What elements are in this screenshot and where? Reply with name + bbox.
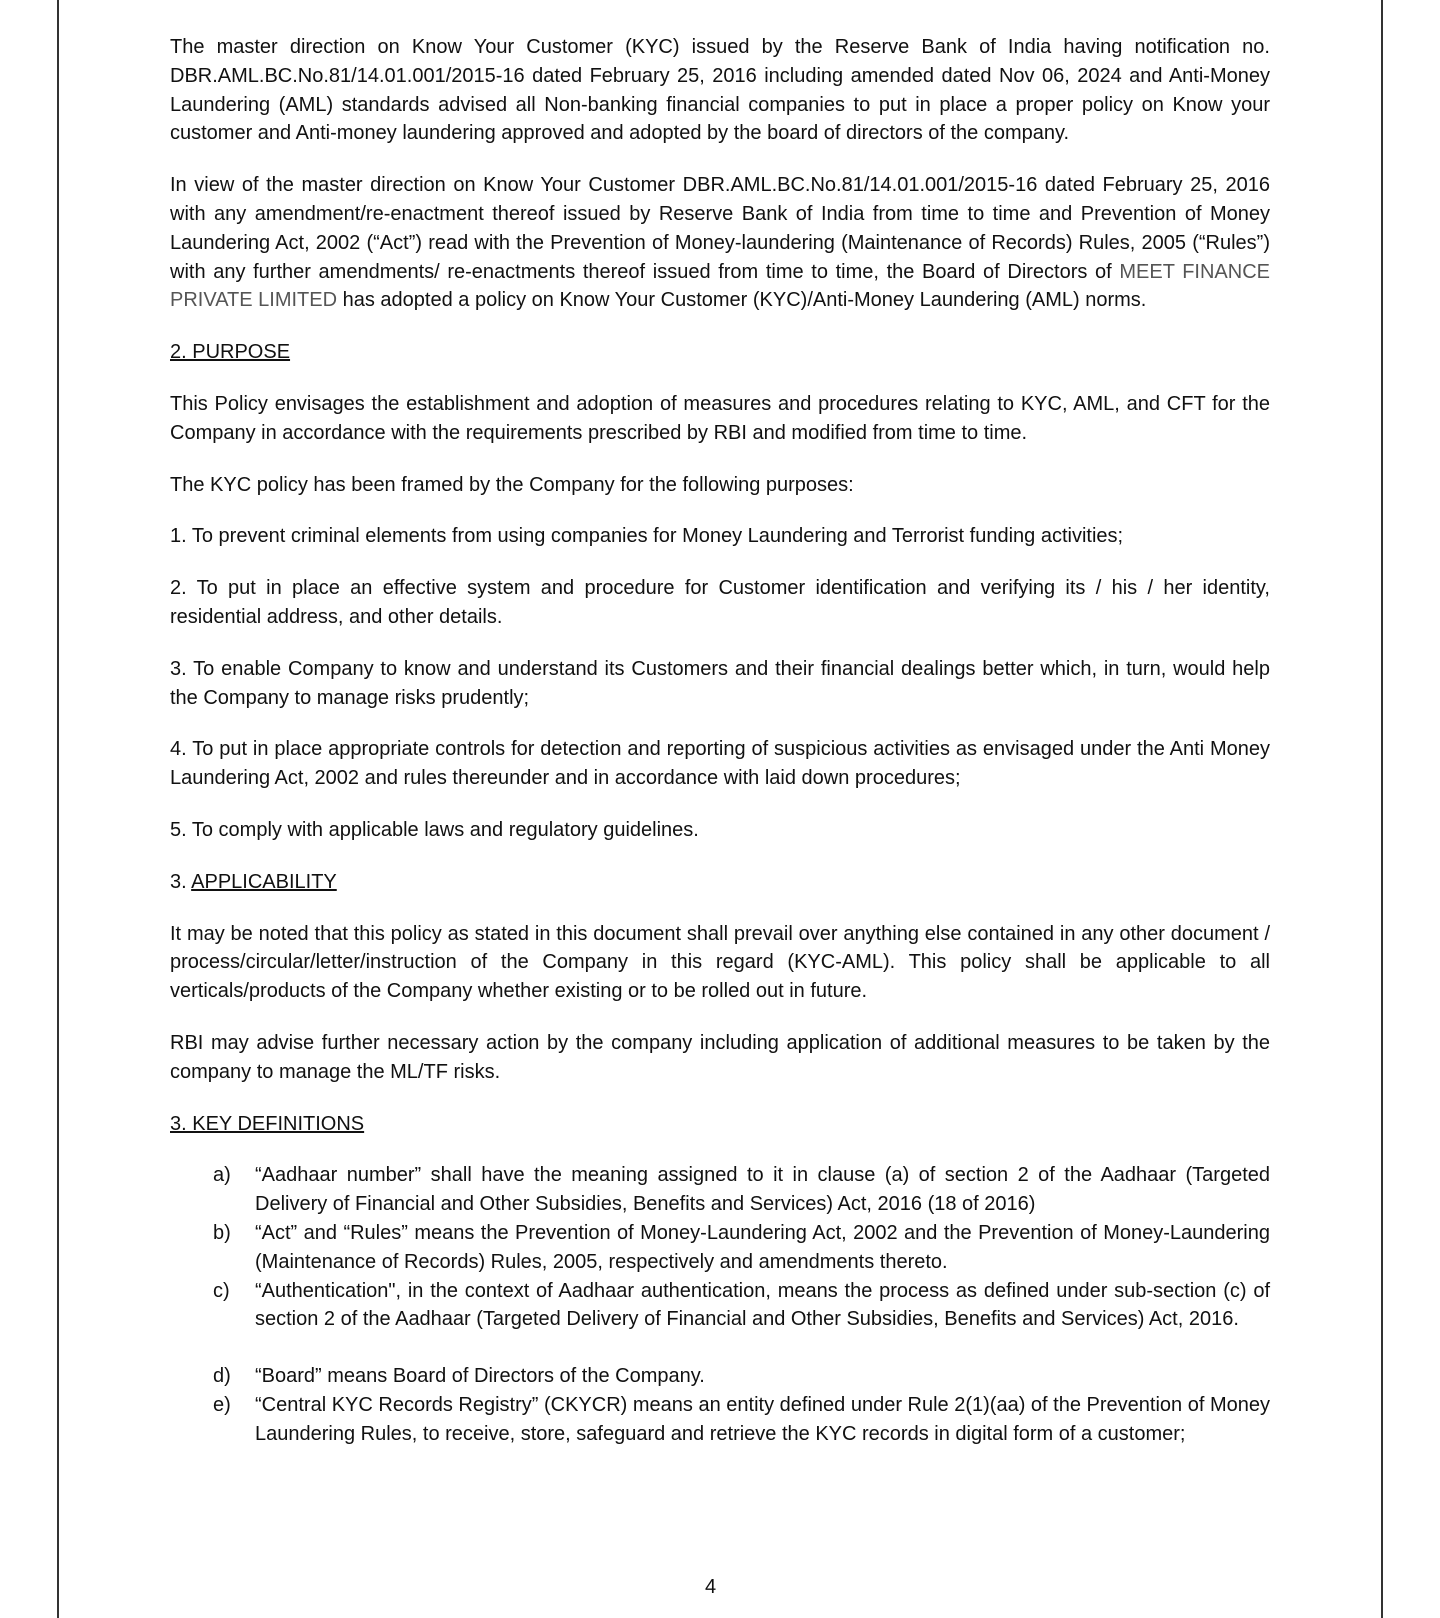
purpose-item-4: 4. To put in place appropriate controls for detection and reporting of suspicious activities as envisaged under the Anti Money Laundering Act, 2002 and rules thereunder and in accordance with laid down procedures; [170,738,1270,790]
purpose-item-1: 1. To prevent criminal elements from using companies for Money Laundering and Terrorist funding activities; [170,525,1124,548]
definition-text: “Board” means Board of Directors of the Company. [255,1365,705,1388]
definition-item [170,1161,1270,1219]
intro-paragraph-2 [170,171,1270,315]
purpose-heading: 2. PURPOSE [170,341,291,364]
definition-item [170,1391,1270,1449]
definition-text: “Act” and “Rules” means the Prevention of Money-Laundering Act, 2002 and the Prevention of Money-Laundering (Maintenance of Records) Rules, 2005, respectively and amendments thereto. [255,1221,1270,1273]
purpose-item-3: 3. To enable Company to know and understand its Customers and their financial dealings better which, in turn, would help the Company to manage risks prudently; [170,657,1270,709]
company-name: MEET FINANCE PRIVATE LIMITED [170,260,1270,312]
purpose-paragraph-1: This Policy envisages the establishment and adoption of measures and procedures relating to KYC, AML, and CFT for the Company in accordance with the requirements prescribed by RBI and modified from time to time. [170,392,1270,444]
definitions-list [170,1161,1270,1448]
definition-text: “Central KYC Records Registry” (CKYCR) means an entity defined under Rule 2(1)(aa) of the Prevention of Money Laundering Rules, to receive, store, safeguard and retrieve the KYC records in digital form of a customer; [255,1393,1270,1445]
definitions-heading: 3. KEY DEFINITIONS [170,1112,365,1135]
definition-marker: a) [213,1164,231,1187]
definition-marker: d) [213,1365,231,1388]
applicability-number: 3. [170,870,192,893]
applicability-title: APPLICABILITY [191,870,337,893]
definition-item [170,1362,1270,1391]
applicability-paragraph-1: It may be noted that this policy as stated in this document shall prevail over anything else contained in any other document / process/circular/letter/instruction of the Company in this regard (KYC-AML). This policy shall be applicable to all verticals/products of the Company whether existing or to be rolled out in future. [170,922,1270,1003]
purpose-paragraph-2: The KYC policy has been framed by the Company for the following purposes: [170,473,854,496]
page-number: 4 [705,1576,717,1598]
document-body [170,33,1270,1448]
definition-marker: b) [213,1221,231,1244]
definition-marker: e) [213,1393,231,1416]
definition-marker: c) [213,1279,230,1302]
purpose-item-5: 5. To comply with applicable laws and regulatory guidelines. [170,818,699,841]
intro-paragraph-2-start: In view of the master direction on Know Your Customer DBR.AML.BC.No.81/14.01.001/2015-16 dated February 25, 2016 with any amendment/re-enactment thereof issued by Reserve Bank of India from time to time and Prevention of Money Laundering Act, 2002 (“Act”) read with the Prevention of Money-laundering (Maintenance of Records) Rules, 2005 (“Rules”) with any further amendments/ re-enactments thereof issued from time to time, the Board of Directors of [170,174,1270,283]
applicability-heading [170,868,1270,897]
definition-text: “Authentication", in the context of Aadhaar authentication, means the process as defined under sub-section (c) of section 2 of the Aadhaar (Targeted Delivery of Financial and Other Subsidies, Benefits and Services) Act, 2016. [255,1279,1270,1331]
definition-item [170,1219,1270,1277]
purpose-item-2: 2. To put in place an effective system and procedure for Customer identification and verifying its / his / her identity, residential address, and other details. [170,577,1270,628]
definition-text: “Aadhaar number” shall have the meaning assigned to it in clause (a) of section 2 of the Aadhaar (Targeted Delivery of Financial and Other Subsidies, Benefits and Services) Act, 2016 (18 of 2016) [255,1164,1270,1216]
applicability-paragraph-2: RBI may advise further necessary action by the company including application of additional measures to be taken by the company to manage the ML/TF risks. [170,1031,1270,1083]
intro-paragraph-2-end: has adopted a policy on Know Your Customer (KYC)/Anti-Money Laundering (AML) norms. [337,289,1147,312]
intro-paragraph-1: The master direction on Know Your Customer (KYC) issued by the Reserve Bank of India having notification no. DBR.AML.BC.No.81/14.01.001/2015-16 dated February 25, 2016 including amended dated Nov 06, 2024 and Anti-Money Laundering (AML) standards advised all Non-banking financial companies to put in place a proper policy on Know your customer and Anti-money laundering approved and adopted by the board of directors of the company. [170,36,1270,145]
definition-item [170,1277,1270,1335]
